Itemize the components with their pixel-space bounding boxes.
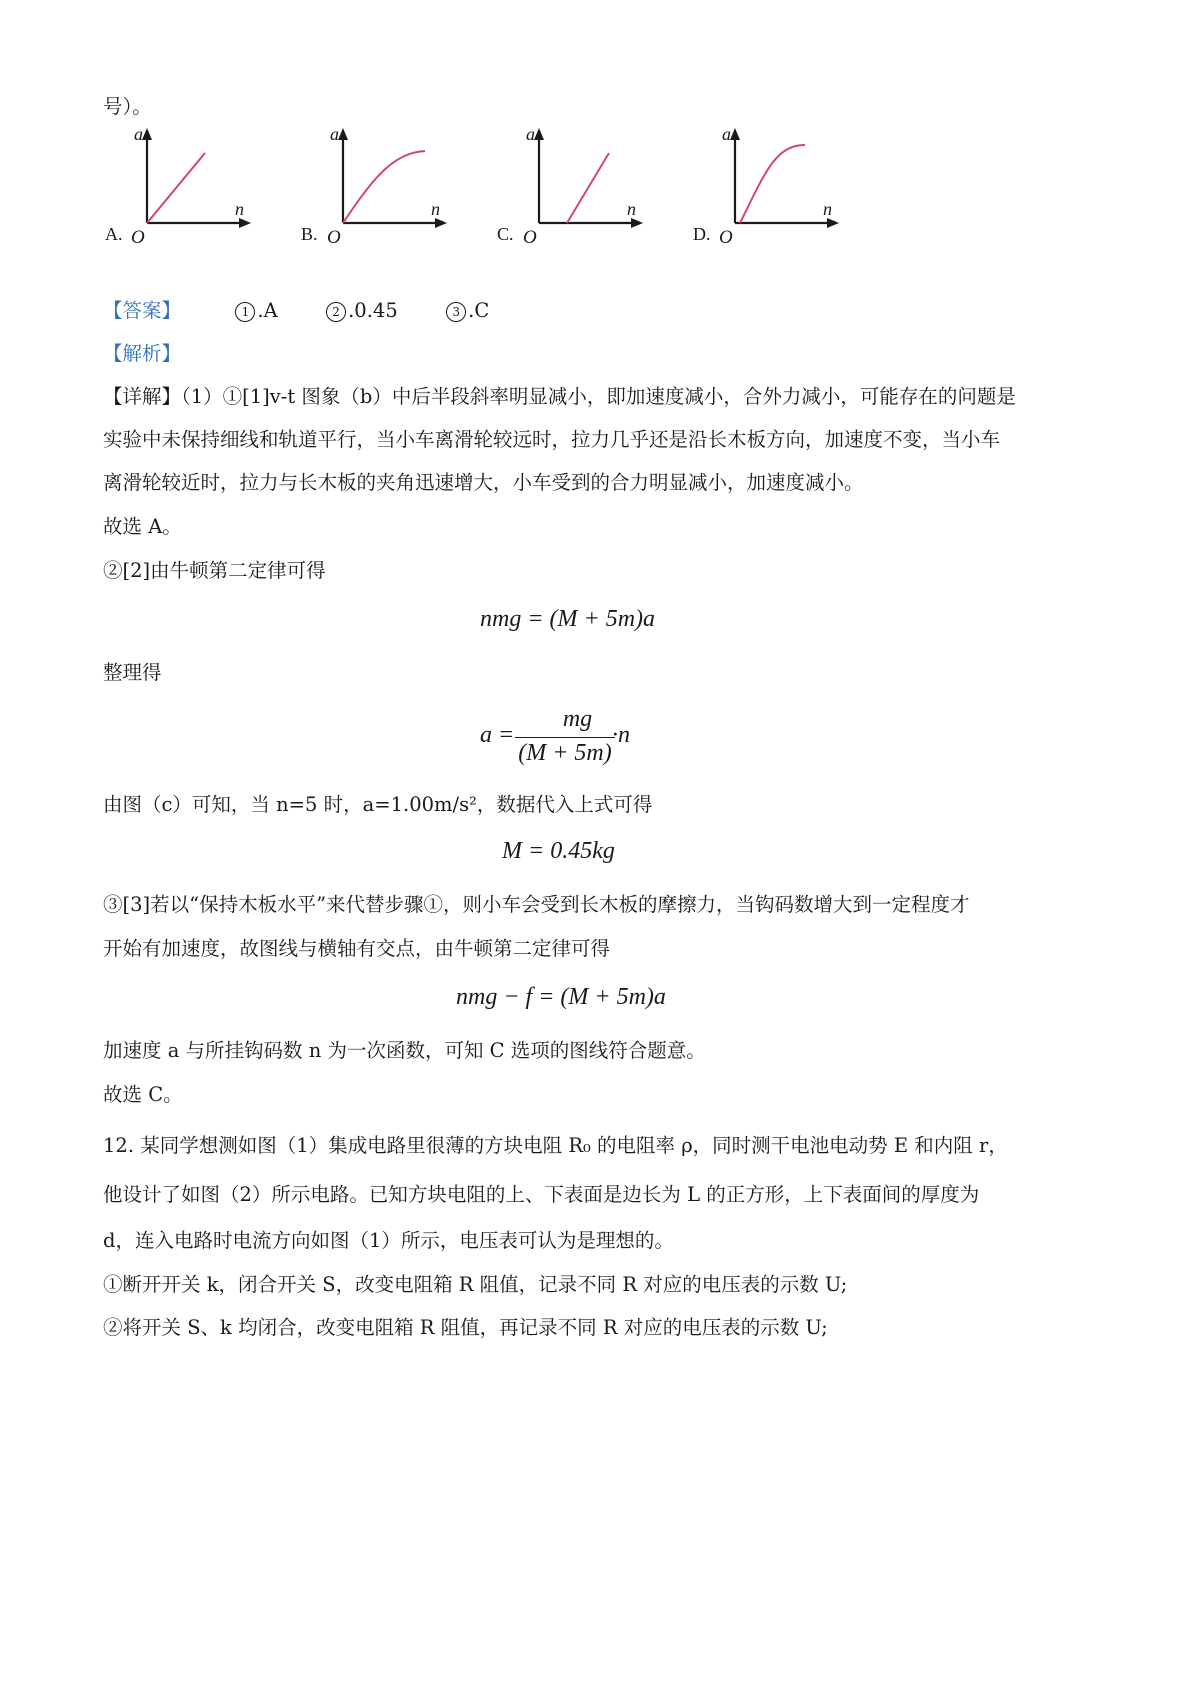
graph-d-y-arrow: [730, 128, 740, 140]
answer-2: .0.45: [348, 299, 398, 322]
graph-d-x-arrow: [827, 218, 839, 228]
equation-1: nmg = (M + 5m)a: [480, 606, 656, 632]
graph-d-option-label: D.: [693, 224, 711, 244]
detail-tag: 【详解】: [103, 385, 182, 408]
circled-3: 3: [446, 302, 466, 322]
graph-c-curve: [567, 153, 609, 223]
equation-2-rhs: ·n: [612, 722, 630, 748]
equation-2-denominator: (M + 5m): [518, 740, 612, 766]
question-12-step-1: ①断开开关 k，闭合开关 S，改变电阻箱 R 阻值，记录不同 R 对应的电压表的示数 U;: [103, 1273, 848, 1296]
from-figure-text: 由图（c）可知，当 n=5 时，a=1.00m/s²，数据代入上式可得: [103, 793, 653, 816]
graph-b-origin-label: O: [327, 227, 341, 248]
graph-a-x-arrow: [239, 218, 251, 228]
graph-a-curve: [147, 153, 205, 223]
detail-text-1: （1）①[1]v-t 图象（b）中后半段斜率明显减小，即加速度减小，合外力减小，可能存在的问题是: [181, 385, 1016, 408]
rearrange-text: 整理得: [103, 661, 162, 684]
equation-3: M = 0.45kg: [502, 838, 615, 864]
circled-1: 1: [235, 302, 255, 322]
question-12-line-3: d，连入电路时电流方向如图（1）所示，电压表可认为是理想的。: [103, 1229, 674, 1252]
choose-c: 故选 C。: [103, 1083, 183, 1106]
graph-c-option-label: C.: [497, 224, 514, 244]
graph-a-x-label: n: [235, 199, 244, 219]
question-12-line-1: 12. 某同学想测如图（1）集成电路里很薄的方块电阻 R₀ 的电阻率 ρ，同时测干电池电动势 E 和内阻 r，: [103, 1134, 1008, 1157]
graph-a-option-label: A.: [105, 224, 123, 244]
graph-c-y-arrow: [534, 128, 544, 140]
detail-line-2: 实验中未保持细线和轨道平行，当小车离滑轮较远时，拉力几乎还是沿长木板方向，加速度不变，当小车: [103, 428, 1001, 451]
choose-a: 故选 A。: [103, 515, 182, 538]
answer-tag: 【答案】: [103, 299, 182, 322]
detail-line-1: [103, 382, 1016, 412]
step-3-line-2: 开始有加速度，故图线与横轴有交点，由牛顿第二定律可得: [103, 937, 611, 960]
graph-c-origin-label: O: [523, 227, 537, 248]
graph-a-y-arrow: [142, 128, 152, 140]
equation-2-lhs: a =: [480, 722, 515, 748]
step-2-text: ②[2]由牛顿第二定律可得: [103, 559, 326, 582]
conclusion-text: 加速度 a 与所挂钩码数 n 为一次函数，可知 C 选项的图线符合题意。: [103, 1039, 706, 1062]
option-graphs: [100, 118, 860, 248]
analysis-tag: 【解析】: [103, 342, 182, 365]
top-fragment: 号）。: [103, 95, 152, 118]
graph-c-y-label: a: [526, 124, 535, 144]
answer-line: [103, 296, 489, 326]
circled-2: 2: [326, 302, 346, 322]
graph-a-y-label: a: [134, 124, 143, 144]
graph-d-x-label: n: [823, 199, 832, 219]
graph-c-x-arrow: [631, 218, 643, 228]
graph-b-option-label: B.: [301, 224, 318, 244]
fraction-bar: [515, 737, 615, 738]
graph-b-y-arrow: [338, 128, 348, 140]
equation-2-numerator: mg: [562, 706, 593, 732]
graph-d-curve: [740, 145, 805, 223]
detail-line-3: 离滑轮较近时，拉力与长木板的夹角迅速增大，小车受到的合力明显减小，加速度减小。: [103, 471, 864, 494]
graph-a-origin-label: O: [131, 227, 145, 248]
graph-c-x-label: n: [627, 199, 636, 219]
question-12-step-2: ②将开关 S、k 均闭合，改变电阻箱 R 阻值，再记录不同 R 对应的电压表的示数 U;: [103, 1316, 828, 1339]
answer-1: .A: [257, 299, 278, 322]
graph-b-x-label: n: [431, 199, 440, 219]
graph-b-y-label: a: [330, 124, 339, 144]
graph-d-y-label: a: [722, 124, 731, 144]
option-graphs-svg: [100, 118, 860, 248]
graph-d-origin-label: O: [719, 227, 733, 248]
step-3-line-1: ③[3]若以“保持木板水平”来代替步骤①，则小车会受到长木板的摩擦力，当钩码数增大到一定程度才: [103, 893, 970, 916]
answer-3: .C: [468, 299, 490, 322]
question-12-line-2: 他设计了如图（2）所示电路。已知方块电阻的上、下表面是边长为 L 的正方形，上下表面间的厚度为: [103, 1183, 980, 1206]
graph-b-x-arrow: [435, 218, 447, 228]
equation-4: nmg − f = (M + 5m)a: [456, 984, 666, 1010]
graph-b-curve: [343, 151, 425, 223]
